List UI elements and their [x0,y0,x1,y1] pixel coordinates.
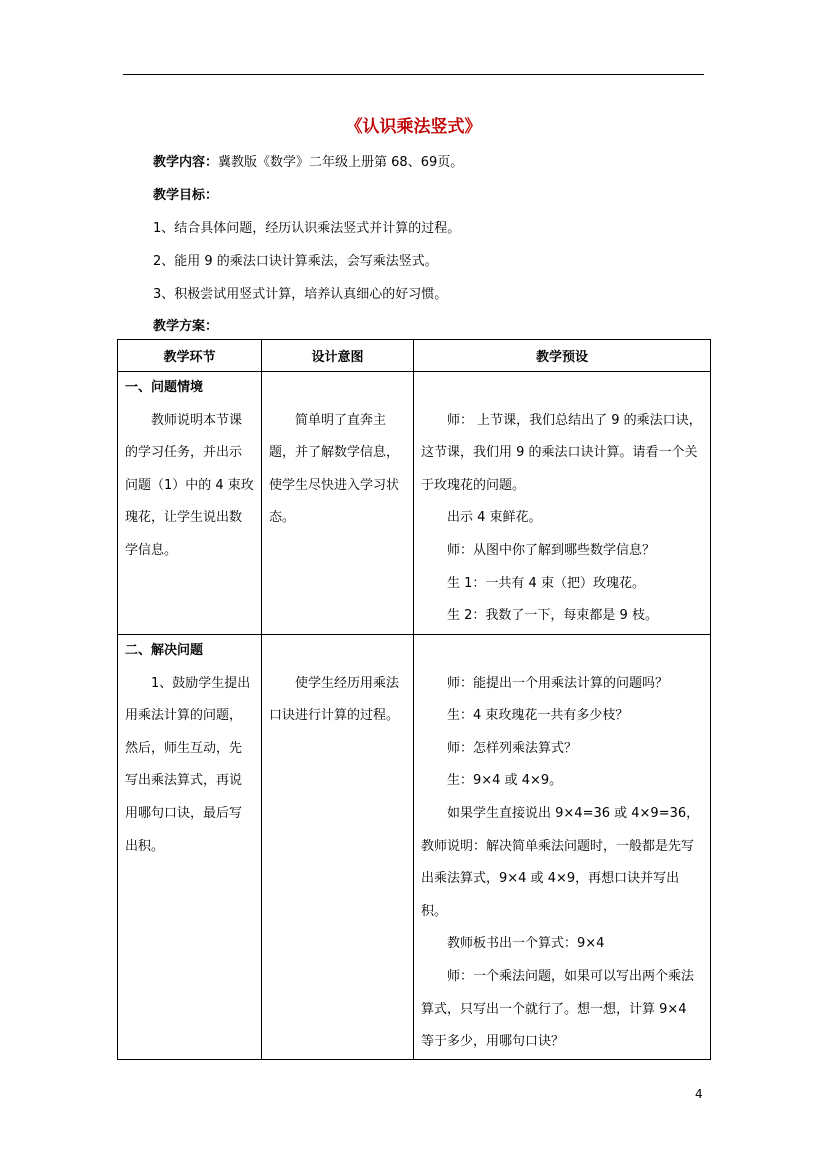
preset-cell [414,635,711,1060]
preset-line: 生 1：一共有 4 束（把）玫瑰花。 [447,575,645,591]
table-row [118,372,711,635]
plan-label: 教学方案： [153,319,219,334]
preset-line: 师： 上节课，我们总结出了 9 的乘法口诀，这节课，我们用 9 的乘法口诀计算。请看一个关于玫瑰花的问题。 [421,412,702,493]
stage-text: 1、鼓励学生提出用乘法计算的问题，然后，师生互动，先写出乘法算式，再说用哪句口诀，最后写出积。 [125,675,251,854]
intent-text: 使学生经历用乘法口诀进行计算的过程。 [269,675,400,724]
preset-line: 教师板书出一个算式：9×4 [447,936,605,952]
intent-cell [262,635,414,1060]
header-preset: 教学预设 [414,340,711,372]
preset-line: 师：能提出一个用乘法计算的问题吗？ [447,675,669,691]
stage-cell [118,635,262,1060]
header-rule [123,74,704,75]
table-header-row [118,340,711,372]
document-title: 《认识乘法竖式》 [345,117,482,137]
content-text: 冀教版《数学》二年级上册第 68、69页。 [218,155,464,170]
stage-text: 教师说明本节课的学习任务，并出示问题（1）中的 4 束玫瑰花，让学生说出数学信息。 [125,412,254,558]
content-line [153,151,463,170]
preset-line: 生：4 束玫瑰花一共有多少枝？ [447,708,629,724]
preset-line: 出示 4 束鲜花。 [447,510,542,526]
goals-label: 教学目标： [153,188,219,203]
preset-line: 师：怎样列乘法算式？ [447,740,578,756]
intent-cell [262,372,414,635]
header-stage: 教学环节 [118,340,262,372]
section-heading: 二、解决问题 [125,643,204,658]
goal-item: 3、积极尝试用竖式计算，培养认真细心的好习惯。 [153,287,448,302]
preset-line: 师：从图中你了解到哪些数学信息？ [447,542,656,558]
preset-line: 师：一个乘法问题，如果可以写出两个乘法算式，只写出一个就行了。想一想，计算 9×4 等于多少，用哪句口诀？ [421,968,695,1050]
preset-line: 如果学生直接说出 9×4=36 或 4×9=36，教师说明：解决简单乘法问题时，一般都是先写出乘法算式，9×4 或 4×9，再想口诀并写出积。 [421,805,700,919]
table-row [118,635,711,1060]
section-heading: 一、问题情境 [125,380,204,395]
intent-text: 简单明了直奔主题，并了解数学信息，使学生尽快进入学习状态。 [269,412,400,526]
stage-cell [118,372,262,635]
page-number: 4 [695,1087,703,1101]
content-label: 教学内容： [153,155,219,170]
preset-line: 生 2：我数了一下，每束都是 9 枝。 [447,608,658,624]
goal-item: 2、能用 9 的乘法口诀计算乘法，会写乘法竖式。 [153,254,438,269]
preset-cell [414,372,711,635]
plan-table [117,339,711,1060]
preset-line: 生：9×4 或 4×9。 [447,773,563,789]
header-intent: 设计意图 [262,340,414,372]
goal-item: 1、结合具体问题，经历认识乘法竖式并计算的过程。 [153,221,461,236]
